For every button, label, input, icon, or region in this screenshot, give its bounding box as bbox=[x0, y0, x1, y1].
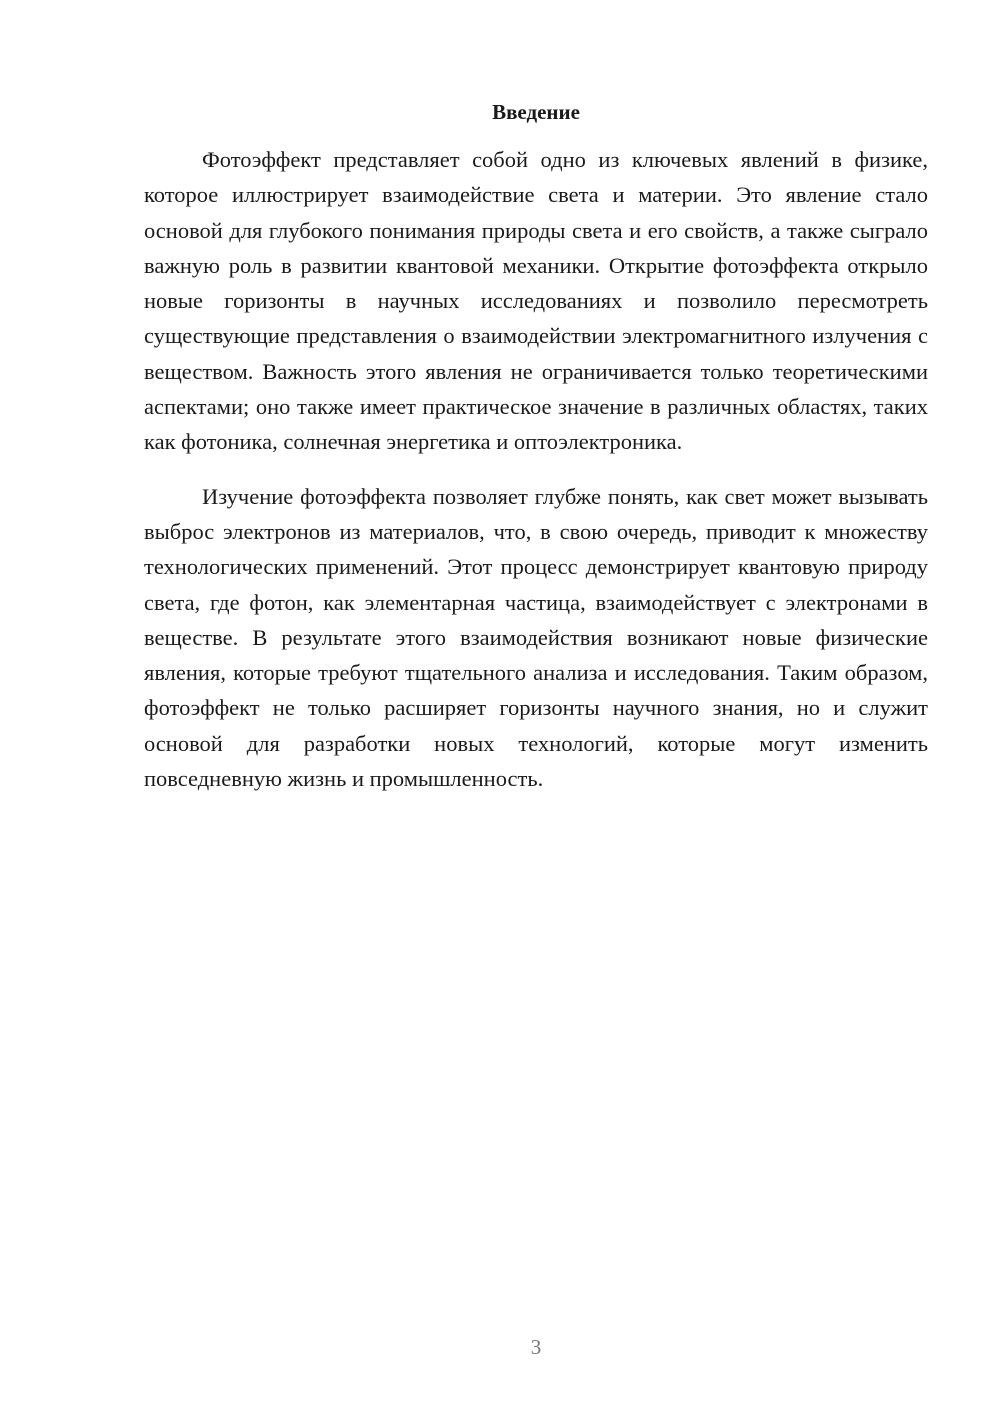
page-number: 3 bbox=[530, 1335, 542, 1359]
body-text bbox=[144, 142, 928, 815]
section-heading: Введение bbox=[492, 100, 580, 124]
paragraph-2: Изучение фотоэффекта позволяет глубже понять, как свет может вызывать выброс электронов из материалов, что, в свою очередь, приводит к множеству технологических применений. Этот процесс демонстрирует квантовую природу света, где фотон, как элементарная частица, взаимодействует с электронами в веществе. В результате этого взаимодействия возникают новые физические явления, которые требуют тщательного анализа и исследования. Таким образом, фотоэффект не только расширяет горизонты научного знания, но и служит основой для разработки новых технологий, которые могут изменить повседневную жизнь и промышленность. bbox=[144, 483, 928, 792]
paragraph-1: Фотоэффект представляет собой одно из ключевых явлений в физике, которое иллюстрирует взаимодействие света и материи. Это явление стало основой для глубокого понимания природы света и его свойств, а также сыграло важную роль в развитии квантовой механики. Открытие фотоэффекта открыло новые горизонты в научных исследованиях и позволило пересмотреть существующие представления о взаимодействии электромагнитного излучения с веществом. Важность этого явления не ограничивается только теоретическими аспектами; оно также имеет практическое значение в различных областях, таких как фотоника, солнечная энергетика и оптоэлектроника. bbox=[144, 147, 928, 455]
